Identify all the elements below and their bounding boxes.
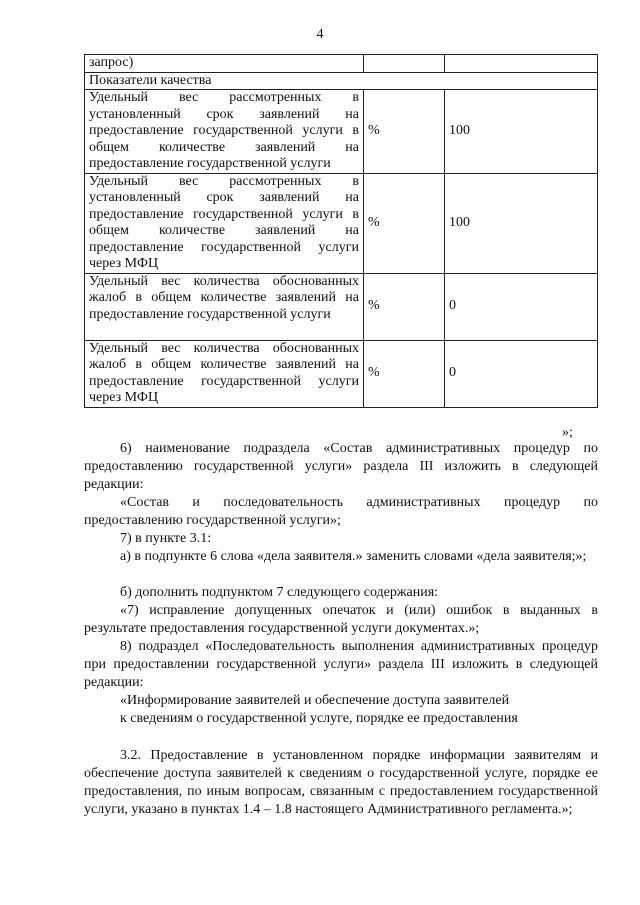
table-cell-name: Удельный вес рассмотренных в установленный срок заявлений на предоставление государственной услуги в общем количестве заявлений на предоставление государственной услуги [85,90,364,174]
table-cell-name: Удельный вес количества обоснованных жалоб в общем количестве заявлений на предоставление государственной услуги через МФЦ [85,340,364,407]
table-row [85,340,598,407]
quality-indicators-table [84,54,598,408]
paragraph-6: 6) наименование подраздела «Состав административных процедур по предоставлению государственной услуги» раздела III изложить в следующей редакции: [84,441,598,492]
subsection-heading-line-1: «Информирование заявителей и обеспечение доступа заявителей [120,693,510,708]
paragraph-7b: б) дополнить подпунктом 7 следующего содержания: [120,585,439,600]
table-section-row [85,72,598,90]
table-cell-value: 0 [445,273,598,340]
paragraph-7: 7) в пункте 3.1: [120,531,212,546]
paragraph-7a: а) в подпункте 6 слова «дела заявителя.» заменить словами «дела заявителя;»; [120,549,587,564]
paragraph-8: 8) подраздел «Последовательность выполнения административных процедур при предоставлении государственной услуги» раздела III изложить в следующей редакции: [84,639,598,690]
table-cell-unit [364,55,445,73]
table-cell-unit: % [364,90,445,174]
table-cell-name: Удельный вес количества обоснованных жалоб в общем количестве заявлений на предоставление государственной услуги [85,273,364,340]
paragraph-3-2: 3.2. Предоставление в установленном порядке информации заявителям и обеспечение доступа заявителей к сведениям о государственной услуге, порядке ее предоставления, по иным вопросам, связанным с предоставлением государственной услуги, указано в пунктах 1.4 – 1.8 настоящего Административного регламента.»; [84,748,598,817]
closing-quote: »; [562,425,573,440]
table-cell-value: 100 [445,90,598,174]
table-row [85,273,598,340]
table-cell-value: 0 [445,340,598,407]
paragraph-7b-quote: «7) исправление допущенных опечаток и (или) ошибок в выданных в результате предоставления государственной услуги документах.»; [84,603,598,636]
table-row [85,55,598,73]
table-cell-unit: % [364,273,445,340]
table-cell-name: Удельный вес рассмотренных в установленный срок заявлений на предоставление государственной услуги в общем количестве заявлений на предоставление государственной услуги через МФЦ [85,173,364,273]
subsection-heading-line-2: к сведениям о государственной услуге, порядке ее предоставления [120,711,518,726]
table-cell-unit: % [364,340,445,407]
table-row [85,90,598,174]
paragraph-6-quote: «Состав и последовательность административных процедур по предоставлению государственной услуги»; [84,495,598,528]
table-row [85,173,598,273]
page-number: 4 [316,27,324,42]
table-section-header: Показатели качества [85,72,598,90]
table-cell-value [445,55,598,73]
table-cell-unit: % [364,173,445,273]
table-cell-value: 100 [445,173,598,273]
table-cell-name: запрос) [85,55,364,73]
